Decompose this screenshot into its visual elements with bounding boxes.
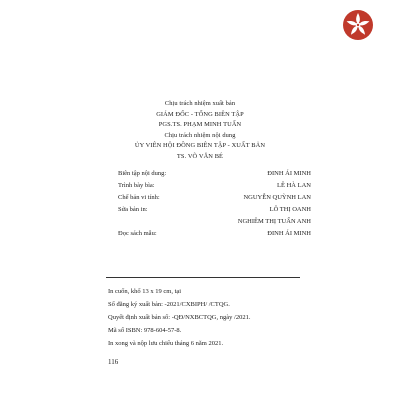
imprint-line: Số đăng ký xuất bản: -2021/CXBIPH/ /CTQG. <box>108 301 230 308</box>
director-title: GIÁM ĐỐC - TỔNG BIÊN TẬP <box>156 110 244 118</box>
credits-list <box>118 168 318 240</box>
council-title: ỦY VIÊN HỘI ĐỒNG BIÊN TẬP - XUẤT BẢN <box>134 142 266 149</box>
credit-name: ĐINH ÁI MINH <box>267 170 311 177</box>
credit-role: Trình bày bìa: <box>118 182 155 189</box>
credit-row <box>118 216 318 228</box>
imprint-line: In cuốn, khổ 13 x 19 cm, tại <box>108 288 182 295</box>
credit-row <box>118 168 318 180</box>
credit-row <box>118 192 318 204</box>
publishing-responsibility-label: Chịu trách nhiệm xuất bản <box>164 100 236 107</box>
credit-row <box>118 180 318 192</box>
imprint-line: In xong và nộp lưu chiểu tháng 6 năm 2021. <box>108 340 224 347</box>
credit-role: Đọc sách mẫu: <box>118 230 157 237</box>
credit-role: Chế bản vi tính: <box>118 194 160 201</box>
imprint-line: Mã số ISBN: 978-604-57-8. <box>108 327 182 334</box>
credit-role: Sửa bản in: <box>118 206 148 213</box>
imprint-block <box>108 285 328 350</box>
credit-name: LÊ HÀ LAN <box>277 182 311 189</box>
credit-row <box>118 228 318 240</box>
credit-row <box>118 204 318 216</box>
page-number: 116 <box>108 358 119 366</box>
content-responsibility-label: Chịu trách nhiệm nội dung <box>164 131 236 139</box>
council-member-name: TS. VÕ VĂN BÉ <box>176 152 224 160</box>
credit-name: ĐINH ÁI MINH <box>267 230 311 237</box>
responsibility-block <box>100 99 300 162</box>
credit-role: Biên tập nội dung: <box>118 170 167 177</box>
publisher-logo-icon <box>342 9 374 41</box>
imprint-line: Quyết định xuất bản số: -QĐ/NXBCTQG, ngày /2021. <box>108 314 251 321</box>
credit-name: LÔ THỊ OANH <box>269 206 311 213</box>
credit-name: NGUYỄN QUỲNH LAN <box>243 194 311 201</box>
section-divider <box>106 277 300 278</box>
director-name: PGS.TS. PHẠM MINH TUẤN <box>158 121 242 128</box>
credit-name: NGHIÊM THỊ TUẤN ANH <box>237 218 311 225</box>
